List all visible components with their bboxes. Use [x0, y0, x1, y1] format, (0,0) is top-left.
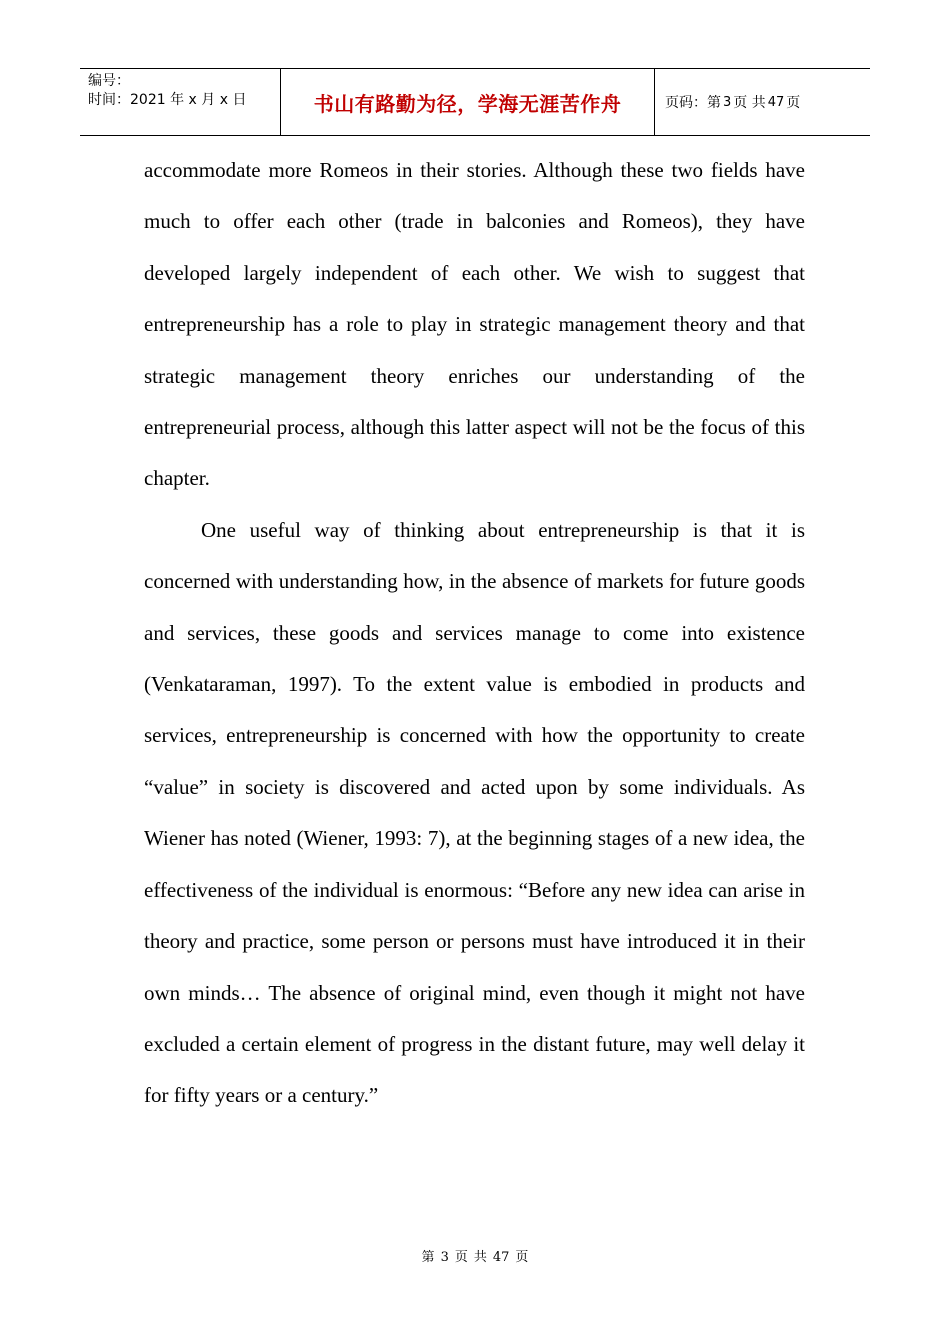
footer-suffix: 页 [515, 1250, 529, 1265]
page-label: 页码：第 [665, 95, 721, 111]
paragraph: accommodate more Romeos in their stories. Although these two fields have much to offer each other (trade in balconies and Romeos), they have developed largely independent of each other. We wish to suggest that entrepreneurship has a role to play in strategic management theory and that strategic management theory enriches our understanding of the entrepreneurial process, although this latter aspect will not be the focus of this chapter. [144, 158, 805, 491]
footer-total: 47 [492, 1250, 510, 1265]
time-label: 时间： [88, 92, 130, 108]
footer-prefix: 第 [421, 1250, 435, 1265]
body-text [144, 145, 805, 1122]
page-header [80, 68, 870, 136]
paragraph: One useful way of thinking about entrepreneurship is that it is concerned with understanding how, in the absence of markets for future goods and services, these goods and services manage to come into existence (Venkataraman, 1997). To the extent value is embodied in products and services, entrepreneurship is concerned with how the opportunity to create “value” in society is discovered and acted upon by some individuals. As Wiener has noted (Wiener, 1993: 7), at the beginning stages of a new idea, the effectiveness of the individual is enormous: “Before any new idea can arise in theory and practice, some person or persons must have introduced it in their own minds… The absence of original mind, even though it might not have excluded a certain element of progress in the distant future, may well delay it for fifty years or a century.” [144, 517, 805, 1108]
date-value: 2021 年 x 月 x 日 [130, 92, 247, 108]
header-page-info [655, 69, 870, 135]
page-total: 47 [767, 94, 785, 110]
page-current: 3 [723, 94, 732, 110]
header-motto: 书山有路勤为径，学海无涯苦作舟 [281, 69, 655, 135]
page-mid: 页 共 [733, 95, 766, 111]
page-footer [0, 1246, 950, 1265]
header-meta [80, 69, 281, 135]
page-end: 页 [786, 95, 801, 111]
footer-mid2: 共 [473, 1250, 487, 1265]
footer-current: 3 [440, 1250, 449, 1265]
date-line [88, 91, 280, 110]
footer-mid1: 页 [454, 1250, 468, 1265]
number-label: 编号： [88, 73, 130, 89]
